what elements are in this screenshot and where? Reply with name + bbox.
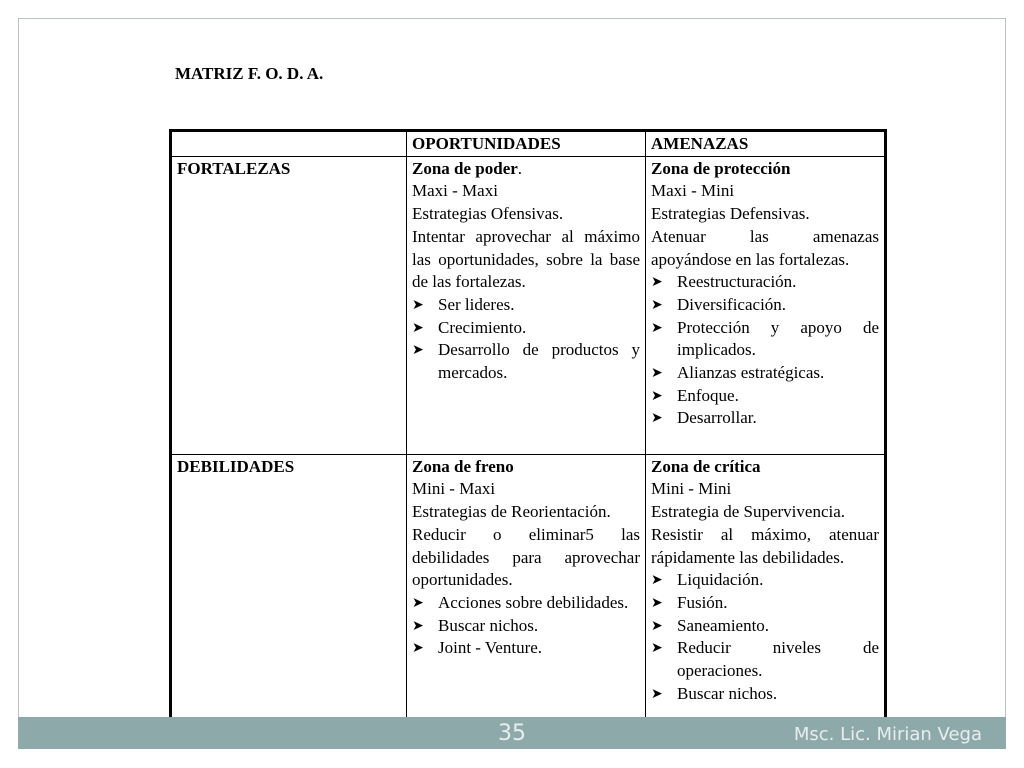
arrow-bullet-icon: ➤ <box>651 594 663 611</box>
cell-zona-poder <box>407 156 646 454</box>
zone-item-list <box>651 569 879 705</box>
zone-type: Maxi - Maxi <box>412 181 498 201</box>
arrow-bullet-icon: ➤ <box>412 319 424 336</box>
zone-title: Zona de protección <box>651 158 791 178</box>
list-item: ➤ Desarrollo de productos y mercados. <box>412 340 640 383</box>
row-label-fortalezas: FORTALEZAS <box>171 156 407 454</box>
list-item: ➤ Diversificación. <box>651 294 879 317</box>
list-item: ➤ Ser lideres. <box>412 294 640 317</box>
zone-strategy: Estrategias de Reorientación. <box>412 502 611 522</box>
zone-title: Zona de poder. <box>412 158 523 178</box>
zone-strategy: Estrategias Defensivas. <box>651 204 810 224</box>
arrow-bullet-icon: ➤ <box>651 410 663 427</box>
arrow-bullet-icon: ➤ <box>651 274 663 291</box>
foda-matrix-table <box>169 129 887 731</box>
list-item: ➤ Protección y apoyo de implicados. <box>651 317 879 360</box>
arrow-bullet-icon: ➤ <box>651 617 663 634</box>
cell-zona-freno <box>407 454 646 729</box>
list-item: ➤ Buscar nichos. <box>412 615 640 638</box>
list-item: ➤ Joint - Venture. <box>412 637 640 660</box>
list-item: ➤ Reestructuración. <box>651 271 879 294</box>
list-item: ➤ Crecimiento. <box>412 317 640 340</box>
zone-item-list <box>412 592 640 660</box>
zone-description: Resistir al máximo, atenuar rápidamente las debilidades. <box>651 524 879 567</box>
cell-zona-proteccion <box>646 156 886 454</box>
zone-item-list <box>651 271 879 430</box>
arrow-bullet-icon: ➤ <box>651 572 663 589</box>
list-item: ➤ Acciones sobre debilidades. <box>412 592 640 615</box>
arrow-bullet-icon: ➤ <box>412 617 424 634</box>
arrow-bullet-icon: ➤ <box>412 296 424 313</box>
list-item: ➤ Liquidación. <box>651 569 879 592</box>
list-item: ➤ Alianzas estratégicas. <box>651 362 879 385</box>
header-cell-oportunidades: OPORTUNIDADES <box>407 131 646 157</box>
header-cell-empty <box>171 131 407 157</box>
zone-description: Atenuar las amenazas apoyándose en las fortalezas. <box>651 226 879 269</box>
cell-zona-critica <box>646 454 886 729</box>
author-name: Msc. Lic. Mirian Vega <box>793 724 982 745</box>
list-item: ➤ Desarrollar. <box>651 407 879 430</box>
zone-type: Mini - Maxi <box>412 479 496 499</box>
zone-description: Reducir o eliminar5 las debilidades para aprovechar oportunidades. <box>412 524 640 590</box>
list-item: ➤ Buscar nichos. <box>651 683 879 706</box>
arrow-bullet-icon: ➤ <box>651 296 663 313</box>
zone-title: Zona de freno <box>412 456 514 476</box>
table-row-fortalezas <box>171 156 886 454</box>
table-header-row <box>171 131 886 157</box>
zone-type: Mini - Mini <box>651 479 732 499</box>
list-item: ➤ Enfoque. <box>651 385 879 408</box>
row-label-debilidades: DEBILIDADES <box>171 454 407 729</box>
zone-item-list <box>412 294 640 385</box>
list-item: ➤ Fusión. <box>651 592 879 615</box>
table-row-debilidades <box>171 454 886 729</box>
zone-strategy: Estrategias Ofensivas. <box>412 204 564 224</box>
zone-strategy: Estrategia de Supervivencia. <box>651 502 846 522</box>
zone-title: Zona de crítica <box>651 456 761 476</box>
arrow-bullet-icon: ➤ <box>651 365 663 382</box>
arrow-bullet-icon: ➤ <box>651 319 663 336</box>
list-item: ➤ Saneamiento. <box>651 615 879 638</box>
arrow-bullet-icon: ➤ <box>412 342 424 359</box>
page-number: 35 <box>498 721 526 746</box>
page-title: MATRIZ F. O. D. A. <box>175 64 324 83</box>
arrow-bullet-icon: ➤ <box>651 387 663 404</box>
arrow-bullet-icon: ➤ <box>412 640 424 657</box>
list-item: ➤ Reducir niveles de operaciones. <box>651 638 879 681</box>
header-cell-amenazas: AMENAZAS <box>646 131 886 157</box>
arrow-bullet-icon: ➤ <box>651 685 663 702</box>
arrow-bullet-icon: ➤ <box>651 640 663 657</box>
zone-type: Maxi - Mini <box>651 181 735 201</box>
zone-description: Intentar aprovechar al máximo las oportunidades, sobre la base de las fortalezas. <box>412 226 640 292</box>
arrow-bullet-icon: ➤ <box>412 594 424 611</box>
